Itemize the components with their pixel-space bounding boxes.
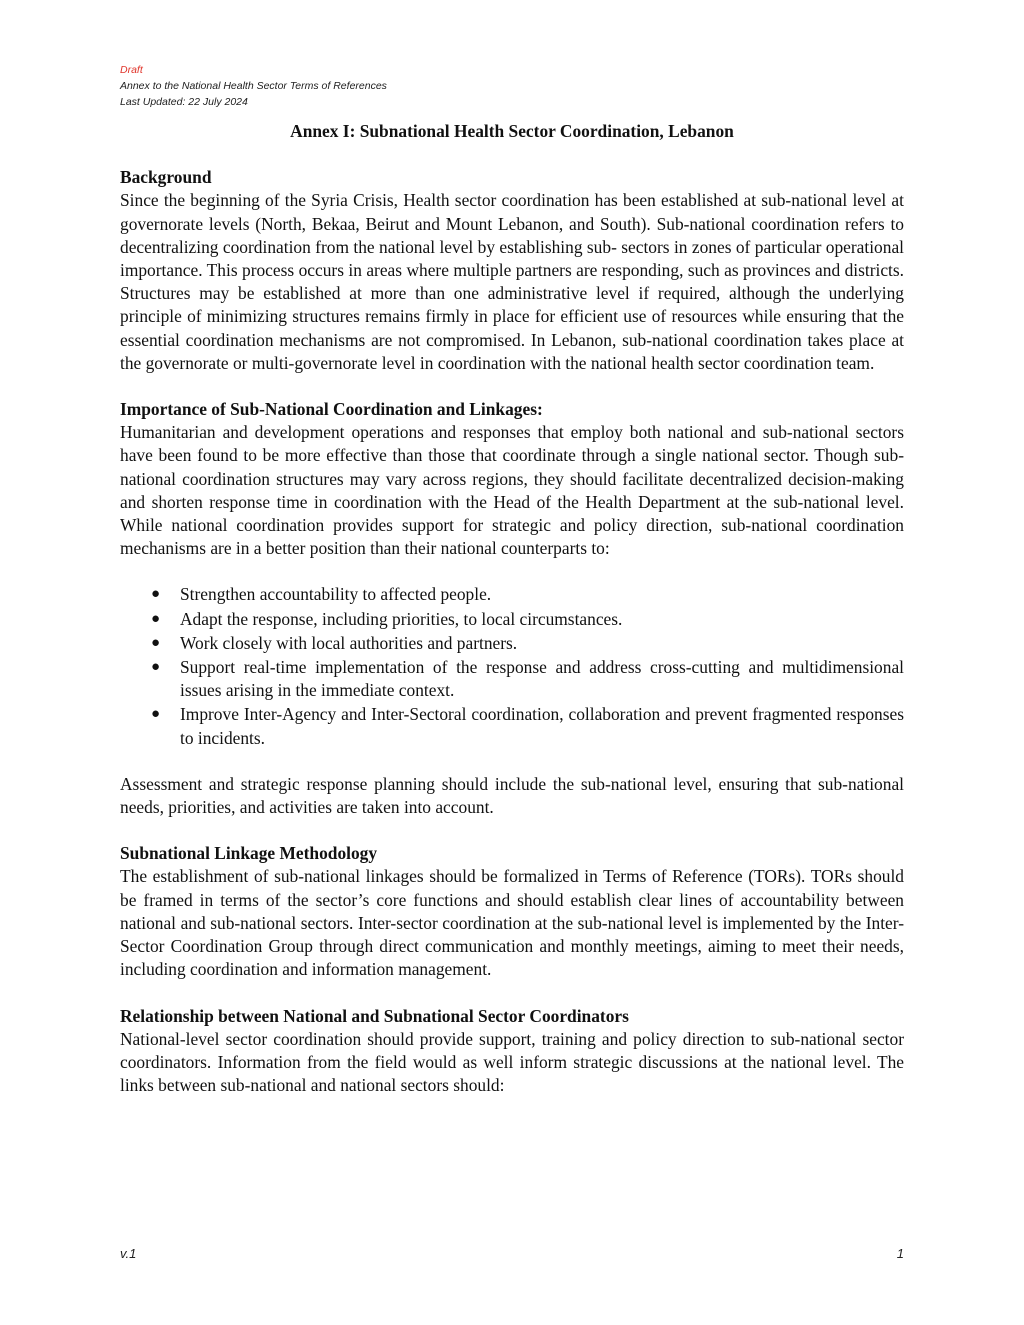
bullet-item <box>151 703 904 749</box>
draft-label: Draft <box>120 64 143 76</box>
importance-heading: Importance of Sub-National Coordination and Linkages: <box>120 399 543 420</box>
bullet-item <box>151 656 904 702</box>
importance-bullet-list <box>120 583 904 749</box>
footer-page-number: 1 <box>896 1246 904 1261</box>
bullet-icon: ● <box>151 610 161 627</box>
bullet-icon: ● <box>151 634 161 651</box>
footer-version: v.1 <box>120 1246 137 1261</box>
header-subtitle: Annex to the National Health Sector Terms of References <box>120 80 387 92</box>
bullet-text: Support real-time implementation of the response and address cross-cutting and multidimensional issues arising in the immediate context. <box>180 657 904 701</box>
bullet-item <box>151 608 904 631</box>
bullet-text: Adapt the response, including priorities, to local circumstances. <box>180 608 623 629</box>
last-updated-label: Last Updated: 22 July 2024 <box>120 96 248 108</box>
bullet-text: Improve Inter-Agency and Inter-Sectoral coordination, collaboration and prevent fragmented responses to incidents. <box>180 704 904 748</box>
importance-paragraph: Humanitarian and development operations and responses that employ both national and sub-national sectors have been found to be more effective than those that coordinate through a single national sector. Though sub-national coordination structures may vary across regions, they should facilitate decentralized decision-making and shorten response time in coordination with the Head of the Health Department at the sub-national level. While national coordination provides support for strategic and policy direction, sub-national coordination mechanisms are in a better position than their national counterparts to: <box>120 422 904 559</box>
bullet-item <box>151 583 904 606</box>
background-heading: Background <box>120 167 212 188</box>
document-header <box>120 62 387 110</box>
bullet-text: Strengthen accountability to affected people. <box>180 584 492 605</box>
importance-closing-paragraph: Assessment and strategic response planning should include the sub-national level, ensuring that sub-national needs, priorities, and activities are taken into account. <box>120 773 904 818</box>
relationship-paragraph: National-level sector coordination should provide support, training and policy direction to sub-national sector coordinators. Information from the field would as well inform strategic discussions at the national level. The links between sub-national and national sectors should: <box>120 1028 904 1096</box>
relationship-heading: Relationship between National and Subnational Sector Coordinators <box>120 1005 629 1026</box>
document-title: Annex I: Subnational Health Sector Coordination, Lebanon <box>290 121 734 141</box>
bullet-icon: ● <box>151 706 161 723</box>
document-body <box>120 120 904 1120</box>
bullet-icon: ● <box>151 659 161 676</box>
methodology-paragraph: The establishment of sub-national linkages should be formalized in Terms of Reference (TORs). TORs should be framed in terms of the sector’s core functions and should establish clear lines of accountability between national and sub-national sectors. Inter-sector coordination at the sub-national level is implemented by the Inter-Sector Coordination Group through direct communication and monthly meetings, aiming to meet their needs, including coordination and information management. <box>120 866 904 980</box>
background-paragraph: Since the beginning of the Syria Crisis, Health sector coordination has been established at sub-national level at governorate levels (North, Bekaa, Beirut and Mount Lebanon, and South). Sub-national coordination refers to decentralizing coordination from the national level by establishing sub- sectors in zones of particular operational importance. This process occurs in areas where multiple partners are responding, such as provinces and districts. Structures may be established at more than one administrative level if required, although the underlying principle of minimizing structures remains firmly in place for efficient use of resources while ensuring that the essential coordination mechanisms are not compromised. In Lebanon, sub-national coordination takes place at the governorate or multi-governorate level in coordination with the national health sector coordination team. <box>120 190 904 373</box>
bullet-text: Work closely with local authorities and partners. <box>180 632 518 653</box>
bullet-icon: ● <box>151 586 161 603</box>
methodology-heading: Subnational Linkage Methodology <box>120 843 378 864</box>
bullet-item <box>151 632 904 655</box>
